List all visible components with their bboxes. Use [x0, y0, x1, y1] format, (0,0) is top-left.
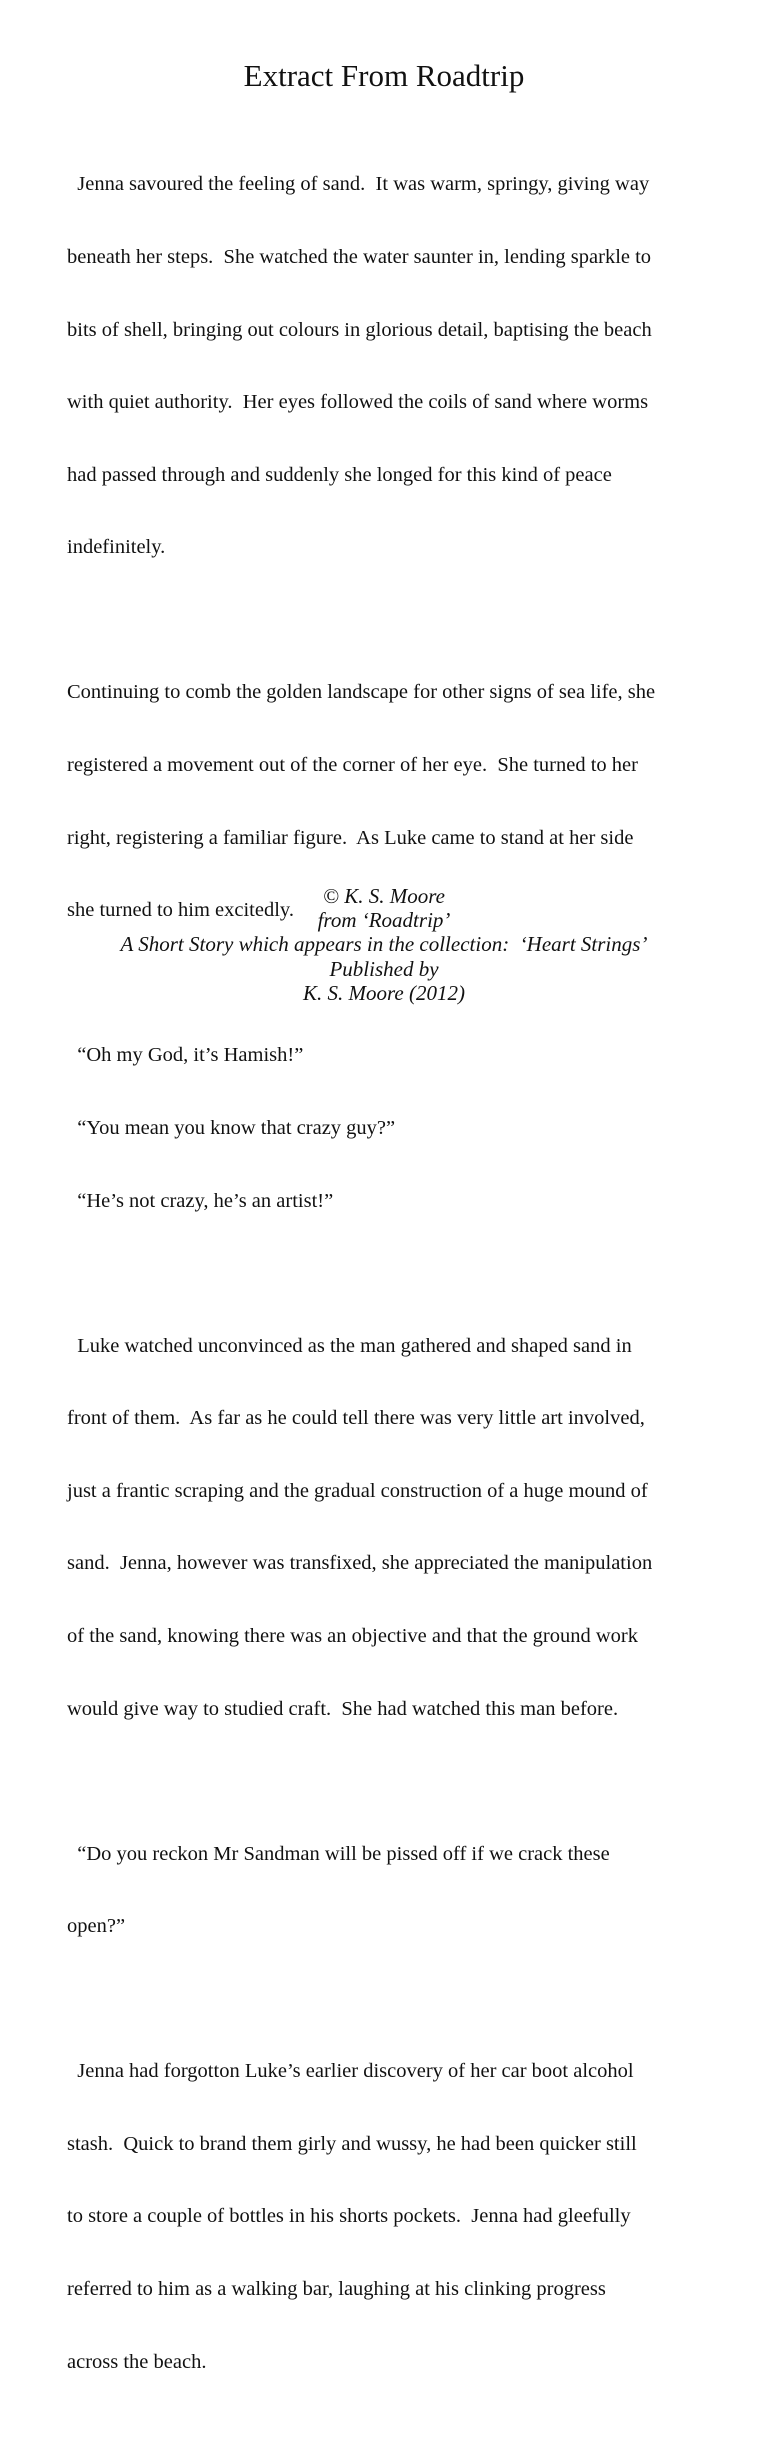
- text-line: Jenna savoured the feeling of sand. It was warm, springy, giving way: [67, 173, 650, 196]
- paragraph-6: [67, 2011, 707, 2422]
- dialogue-line: “You mean you know that crazy guy?”: [67, 1116, 396, 1139]
- paragraph-5: [67, 1793, 707, 1987]
- text-line: beneath her steps. She watched the water saunter in, lending sparkle to: [67, 246, 652, 269]
- text-line: across the beach.: [67, 2350, 207, 2373]
- text-line: had passed through and suddenly she longed for this kind of peace: [67, 463, 612, 486]
- dialogue-line: “He’s not crazy, he’s an artist!”: [67, 1189, 334, 1212]
- text-line: sand. Jenna, however was transfixed, she appreciated the manipulation: [67, 1552, 653, 1575]
- text-line: stash. Quick to brand them girly and wussy, he had been quicker still: [67, 2132, 637, 2155]
- story-body: [67, 124, 707, 2446]
- text-line: front of them. As far as he could tell there was very little art involved,: [67, 1407, 645, 1430]
- source-line: from ‘Roadtrip’: [317, 908, 451, 933]
- text-line: referred to him as a walking bar, laughing at his clinking progress: [67, 2278, 606, 2301]
- text-line: she turned to him excitedly.: [67, 899, 294, 922]
- paragraph-1: [67, 124, 707, 608]
- text-line: indefinitely.: [67, 536, 166, 559]
- text-line: of the sand, knowing there was an objective and that the ground work: [67, 1624, 638, 1647]
- text-line: bits of shell, bringing out colours in glorious detail, baptising the beach: [67, 318, 652, 341]
- copyright-credits: [0, 884, 768, 1005]
- publisher-line: K. S. Moore (2012): [303, 980, 465, 1005]
- dialogue-line: “Do you reckon Mr Sandman will be pissed off if we crack these: [67, 1842, 610, 1865]
- text-line: right, registering a familiar figure. As Luke came to stand at her side: [67, 826, 634, 849]
- dialogue-line: “Oh my God, it’s Hamish!”: [67, 1044, 304, 1067]
- text-line: just a frantic scraping and the gradual construction of a huge mound of: [67, 1479, 648, 1502]
- paragraph-4: [67, 1285, 707, 1769]
- copyright-line: © K. S. Moore: [323, 884, 445, 908]
- dialogue-line: open?”: [67, 1915, 126, 1938]
- text-line: with quiet authority. Her eyes followed the coils of sand where worms: [67, 391, 649, 414]
- text-line: Continuing to comb the golden landscape for other signs of sea life, she: [67, 681, 656, 704]
- collection-line: A Short Story which appears in the collection: ‘Heart Strings’: [120, 932, 648, 957]
- page-title: Extract From Roadtrip: [243, 58, 525, 93]
- dialogue-block: [67, 995, 707, 1261]
- text-line: Jenna had forgotton Luke’s earlier discovery of her car boot alcohol: [67, 2060, 634, 2083]
- text-line: registered a movement out of the corner of her eye. She turned to her: [67, 754, 638, 777]
- text-line: Luke watched unconvinced as the man gathered and shaped sand in: [67, 1334, 632, 1357]
- text-line: to store a couple of bottles in his shorts pockets. Jenna had gleefully: [67, 2205, 631, 2228]
- text-line: would give way to studied craft. She had watched this man before.: [67, 1697, 619, 1720]
- published-by-line: Published by: [329, 956, 439, 981]
